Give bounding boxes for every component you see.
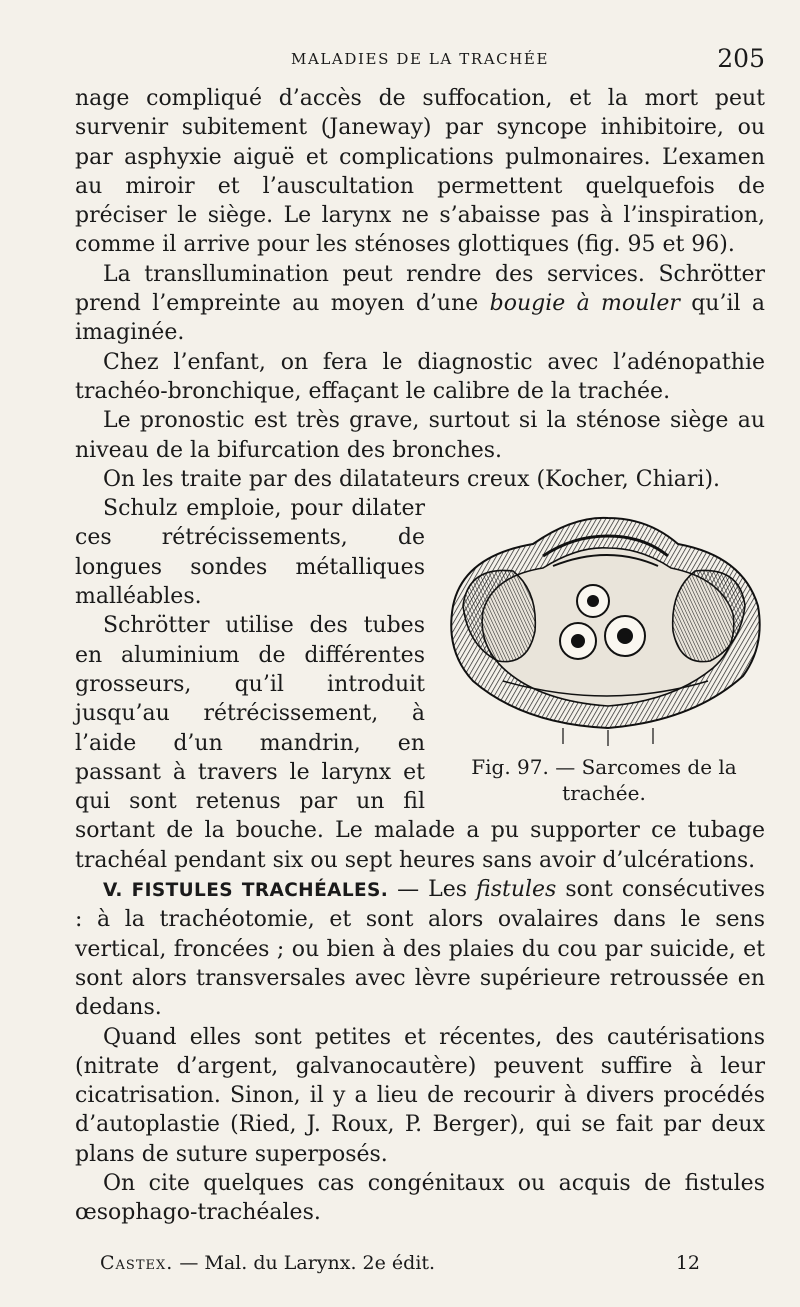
- paragraph-text: — Les: [388, 877, 477, 903]
- body-text: [75, 84, 765, 1228]
- page-number: 205: [717, 44, 765, 73]
- paragraph-schrotter: Schrötter utilise des tubes en aluminium de différentes grosseurs, qu’il introduit jusqu’au rétrécissement, à l’aide d’un mandrin, en passant à travers le larynx et qui sont retenus par un fil sortant de la bouche. Le malade a pu supporter ce tubage trachéal pendant six ou sept heures sans avoir d’ulcérations.: [75, 613, 765, 873]
- paragraph-transillumination: [75, 260, 765, 348]
- section-heading: V. FISTULES TRACHÉALES.: [103, 880, 389, 902]
- paragraph-prognostic: Le pronostic est très grave, surtout si la sténose siège au niveau de la bifurcation des bronches.: [75, 408, 765, 463]
- footer: [100, 1252, 700, 1282]
- paragraph-cauterisation: Quand elles sont petites et récentes, des cautérisations (nitrate d’argent, galvanocautère) peuvent suffire à leur cicatrisation. Sinon, il y a lieu de recourir à divers procédés d’autoplastie (Ried, J. Roux, P. Berger), qui se fait par deux plans de suture superposés.: [75, 1024, 765, 1167]
- paragraph-treatment: On les traite par des dilatateurs creux (Kocher, Chiari).: [103, 466, 721, 492]
- paragraph-diagnostic: Chez l’enfant, on fera le diagnostic avec l’adénopathie trachéo-bronchique, effaçant le calibre de la trachée.: [75, 349, 765, 404]
- paragraph-text: La transllumination peut rendre des services. Schrötter prend l’empreinte au moyen d’une: [75, 261, 765, 317]
- paragraph-text: sont consécutives : à la trachéotomie, et sont alors ovalaires dans le sens vertical, froncées ; ou bien à des plaies du cou par suicide, et sont alors transversales avec lèvre supérieure retroussée en dedans.: [75, 877, 765, 1021]
- footer-author: Castex.: [100, 1252, 174, 1274]
- signature-mark: 12: [675, 1252, 700, 1274]
- footer-title: — Mal. du Larynx. 2e édit.: [173, 1252, 436, 1274]
- footer-citation: [100, 1252, 435, 1274]
- figure-97: [443, 496, 765, 806]
- paragraph-continuation: nage compliqué d’accès de suffocation, et la mort peut survenir subitement (Janeway) par syncope inhibitoire, ou par asphyxie aiguë et complications pulmonaires. L’examen au miroir et l’auscultation permettent quelquefois de préciser le siège. Le larynx ne s’abaisse pas à l’inspiration, comme il arrive pour les sténoses glottiques (fig. 95 et 96).: [75, 86, 765, 258]
- paragraph-text: qu’il a imaginée.: [75, 291, 766, 346]
- paragraph-congenital: On cite quelques cas congénitaux ou acquis de fistules œsophago-trachéales.: [75, 1170, 765, 1226]
- italic-term: fistules: [476, 877, 557, 903]
- figure-caption-line: trachée.: [562, 781, 646, 806]
- running-head: [75, 44, 765, 78]
- figure-caption: [443, 754, 765, 806]
- paragraph-schulz: Schulz emploie, pour dilater ces rétrécissements, de longues sondes métalliques malléables.: [75, 496, 425, 610]
- running-title: MALADIES DE LA TRACHÉE: [290, 50, 550, 68]
- trachea-illustration: [443, 496, 765, 746]
- figure-caption-line: Fig. 97. — Sarcomes de la: [471, 755, 737, 780]
- italic-term: bougie à mouler: [489, 291, 680, 317]
- paragraph-fistules: [75, 875, 765, 1022]
